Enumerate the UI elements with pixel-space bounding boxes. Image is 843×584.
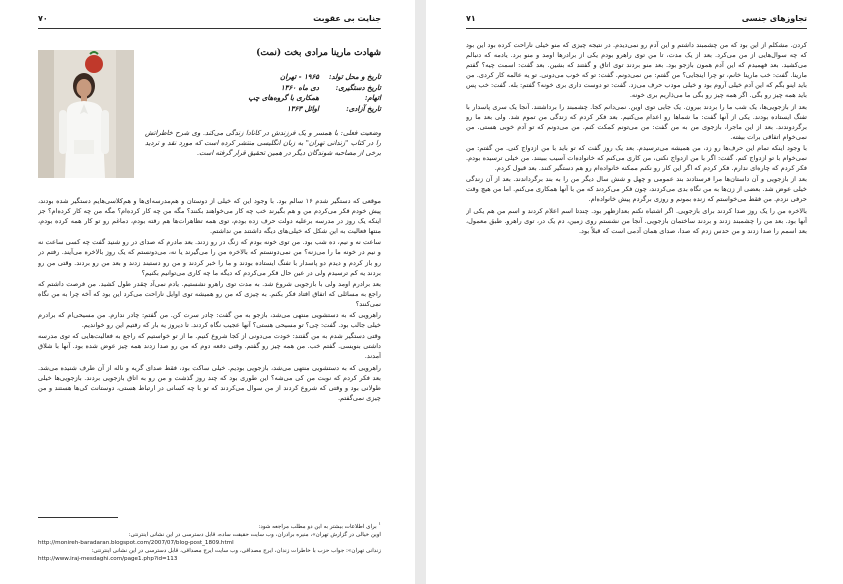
footnotes bbox=[38, 521, 381, 563]
info-label: تاریخ آزادی: bbox=[346, 103, 381, 113]
paragraph: با وجود اینکه تمام این حرف‌ها رو زد، من همیشه می‌ترسیدم. بعد یک روز گفت که تو باید با من ازدواج کنی. من گفتم: من نمی‌خوام با تو ازدواج کنم. گفت: اگر با من ازدواج نکنی، من کاری می‌کنم که خانواده‌ات آسیب ببینند. من خیلی ترسیده بودم. فکر کردم که چاره‌ای ندارم. فکر کردم که اگر این کار رو نکنم ممکنه خانواده‌ام رو هم دستگیر کنند. بعد قبول کردم. bbox=[466, 143, 807, 173]
footnote: زندانی تهران»: جواب حزب با خاطرات زندان، ایرج مصداقی، وب سایت ایرج مصداقی، قابل دسترسی در این نشانی اینترنتی: bbox=[91, 547, 381, 554]
info-value: همکاری با گروه‌های چپ bbox=[248, 93, 319, 102]
footnote bbox=[38, 521, 381, 531]
paragraph: ساعت نه و نیم، ده شب بود. من توی خونه بودم که زنگ در رو زدند. بعد مادرم که صدای در رو شنید گفت چه کسی ساعت نه و نیم در خونه ما را می‌زنه؟ من نمی‌دونستم که بالاخره من را می‌گیرند یا نه، می‌دونستم که یک روز بالاخره می‌آیند. رفتم در رو باز کردم و دیدم دو پاسدار با تفنگ ایستاده بودند و ما را خبر کردند و من رو دستبند زدند و بعد من رو بردند. وقتی من رو بردند یه کم ترسیدم ولی در عین حال فکر می‌کردم که دیگه ما چه کاری می‌توانیم بکنیم؟ bbox=[38, 238, 381, 277]
paragraph: بعد از بازجویی‌ها، یک شب ما را بردند بیرون. یک جایی توی اوین. نمی‌دانم کجا. چشمبند را برداشتند. آنجا یک سری پاسدار با تفنگ ایستاده بودند. یکی از آنها گفت: ما شماها رو اعدام می‌کنیم. بعد فکر کردم که زندگی من تموم شد. ولی بعد ما رو برگردوندند. بعد از این ماجرا، بازجوی من به من گفت: من می‌تونم کمکت کنم. من می‌دونم که تو آدم خوبی هستی. من نمی‌خوام اتفاقی برات بیفته. bbox=[466, 102, 807, 141]
info-label: اتهام: bbox=[364, 93, 381, 102]
info-label: تاریخ دستگیری: bbox=[335, 82, 381, 92]
left-page bbox=[0, 0, 415, 584]
biographical-info bbox=[151, 72, 381, 114]
section-title: شهادت مارینا مرادی بخت (نمت) bbox=[256, 48, 381, 58]
footnote-rule bbox=[38, 517, 118, 518]
page-number: ۷۰ bbox=[38, 14, 48, 23]
running-title: جنایت بی عقوبت bbox=[313, 14, 381, 23]
paragraph: کردن. مشکلم از این بود که من چشمبند داشتم و این آدم رو نمی‌دیدم. در نتیجه چیزی که منو خیلی ناراحت کرده بود این بود که چه سوال‌هایی از من می‌کرد. بعد از یک مدت، تا من توی راهرو بودم یکی از برادرها اومد و منو برد. یادمه که دنبالم می‌کشید. بعد فهمیدم که این آدم همون بازجو بود. بعد منو بردند توی اتاق و گفتند که بشین. بعد گفت: اسمت چیه؟ گفتم مارینا. گفت: خب مارینا خانم، تو چرا اینجایی؟ من گفتم: من نمی‌دونم. گفت: تو که خوب می‌دونی. تو یه عالمه کار کردی. من باید اینو بگم که این آدم خیلی آروم بود و خیلی مودب حرف می‌زد. گفت: تو دوست داری بری خونه؟ گفتم: بله. گفت: خب پس باید همه چیز رو بگی. اگر همه چیز رو بگی ما می‌ذاریم بری خونه. bbox=[466, 41, 807, 100]
info-value: دی ماه ۱۳۶۰ bbox=[280, 82, 319, 92]
info-row bbox=[151, 93, 381, 104]
current-status-note: وضعیت فعلی: با همسر و یک فرزندش در کانادا زندگی می‌کند. وی شرح خاطراتش را در کتاب "زندانی تهران" به زبان انگلیسی منتشر کرده است که مورد نقد و تردید برخی از مصاحبه شوندگان دیگر در همین تحقیق قرار گرفته است. bbox=[145, 129, 381, 157]
footnote-link[interactable]: http://monireh-baradaran.blogspot.com/2007/07/blog-post_1809.html bbox=[38, 539, 234, 546]
info-row bbox=[151, 83, 381, 94]
info-row bbox=[151, 72, 381, 83]
page-number: ۷۱ bbox=[466, 14, 476, 23]
left-header bbox=[38, 14, 381, 29]
running-title: تجاوزهای جنسی bbox=[741, 14, 807, 23]
paragraph: راهرویی که به دستشویی منتهی می‌شد، بازجو به من گفت: چادر سرت کن. من گفتم: چادر ندارم. من مسیحی‌ام که برادرم خیلی جالب بود. گفت: چی؟ تو مسیحی هستی؟ آنها عجیب نگاه کردند. تا دیروز یه بار که رفتیم این رو خواندیم. bbox=[38, 311, 381, 330]
paragraph: موقعی که دستگیر شدم ۱۶ سالم بود. با وجود این که خیلی از دوستان و هم‌مدرسه‌ای‌ها و هم‌کلاسی‌هایم دستگیر شده بودند، پیش خودم فکر می‌کردم من و هم بگیرند خب چه کار می‌خواهند بکنند؟ مگه من چه کار کرده‌ام؟ مگه من چه کار کرده‌ام؟ جز اینکه یک روز در مدرسه برعلیه دولت حرف زده بودم، توی همه تظاهرات‌ها هم رفته بودم، دماغم رو تو کار همه کرده بودم، منتها فعالیت به این شکل که خیلی‌های دیگه داشتند من نداشتم. bbox=[38, 197, 381, 236]
right-page bbox=[426, 0, 843, 584]
portrait-photo bbox=[38, 50, 134, 178]
paragraph: بعد از بازجویی و آن داستان‌ها مرا فرستادند بند عمومی و چهل و شش سال دیگر من را به بند برگرداندند. بعد از آن زندگی خیلی عوض شد. بعضی از زن‌ها به من نگاه بدی می‌کردند، چون فکر می‌کردند که من با آنها همکاری می‌کنم. اما من هیچ وقت حرفی نزدم. من فقط می‌خواستم که زنده بمونم و روزی برگردم پیش خانواده‌ام. bbox=[466, 175, 807, 204]
right-header bbox=[466, 14, 807, 29]
info-value: اوائل ۱۳۶۳ bbox=[286, 103, 319, 113]
info-label: تاریخ و محل تولد: bbox=[328, 72, 381, 81]
paragraph: بعد برادرم اومد ولی با بازجویی شروع شد. به مدت توی راهرو نشستیم. یادم نمی‌آد چقدر طول کشید. من فرصت داشتم که راجع به مسائلی که اتفاق افتاد فکر بکنم. به چیزی که من رو همیشه توی اوایل ناراحت می‌کرد این بود که آخه چرا به من نگاه نمی‌کنند؟ bbox=[38, 279, 381, 308]
footnote-text: برای اطلاعات بیشتر به این دو مطلب مراجعه شود: bbox=[258, 523, 377, 530]
left-body-text bbox=[38, 196, 381, 512]
info-value: ۱۹۶۵ - تهران bbox=[280, 72, 319, 81]
book-gutter bbox=[415, 0, 426, 584]
paragraph: راهرویی که به دستشویی منتهی می‌شد، بازجویی بودیم. خیلی ساکت بود، فقط صدای گریه و ناله از آن طرف شنیده می‌شد. بعد فکر کردم که نوبت من کی می‌شه؟ این طوری بود که چند روز گذشت و من رو به اتاق بازجویی بردند. بازجویی‌ها خیلی طولانی بود و وقتی که شروع کردند از من سوال می‌کردند که تو با چه کسانی در ارتباط هستی، دوستانت کی‌ها هستند و من چیزی نمی‌گفتم. bbox=[38, 363, 381, 402]
info-row bbox=[151, 104, 381, 115]
right-body-text bbox=[466, 40, 807, 574]
paragraph: وقتی دستگیر شدم به من گفتند: خودت می‌دونی از کجا شروع کنیم. ما از تو خواستیم که راجع به فعالیت‌هایی که توی مدرسه داشتی بنویسی. گفتم خب. من همه چیز رو گفتم. وقتی دفعه دوم که من رو صدا زدند همه چیز عوض شده بود. آنها با شلاق آمدند. bbox=[38, 332, 381, 361]
paragraph: بالاخره من را یک روز صدا کردند برای بازجویی. اگر اشتباه نکنم بعدازظهر بود. چندتا اسم اعلام کردند و اسم من هم یکی از آنها بود. بعد من را چشمبند زدند و بردند ساختمان بازجویی. آنجا من نشستم روی زمین، دم یک در، توی راهرو. طبق معمول، بعد اسمم را صدا زدند و من حدس زدم که صدا، صدای همان آدمی است که قبلاً بود. bbox=[466, 206, 807, 235]
footnote: اوین خیالی در گزارش تهران»، منیره برادران، وب سایت حقیقت ساده، قابل دسترسی در این نشانی اینترنتی: bbox=[128, 531, 381, 538]
footnote-mark: ۱ bbox=[378, 522, 381, 527]
footnote-link[interactable]: http://www.iraj-mesdaghi.com/page1.php?id=113 bbox=[38, 555, 178, 562]
